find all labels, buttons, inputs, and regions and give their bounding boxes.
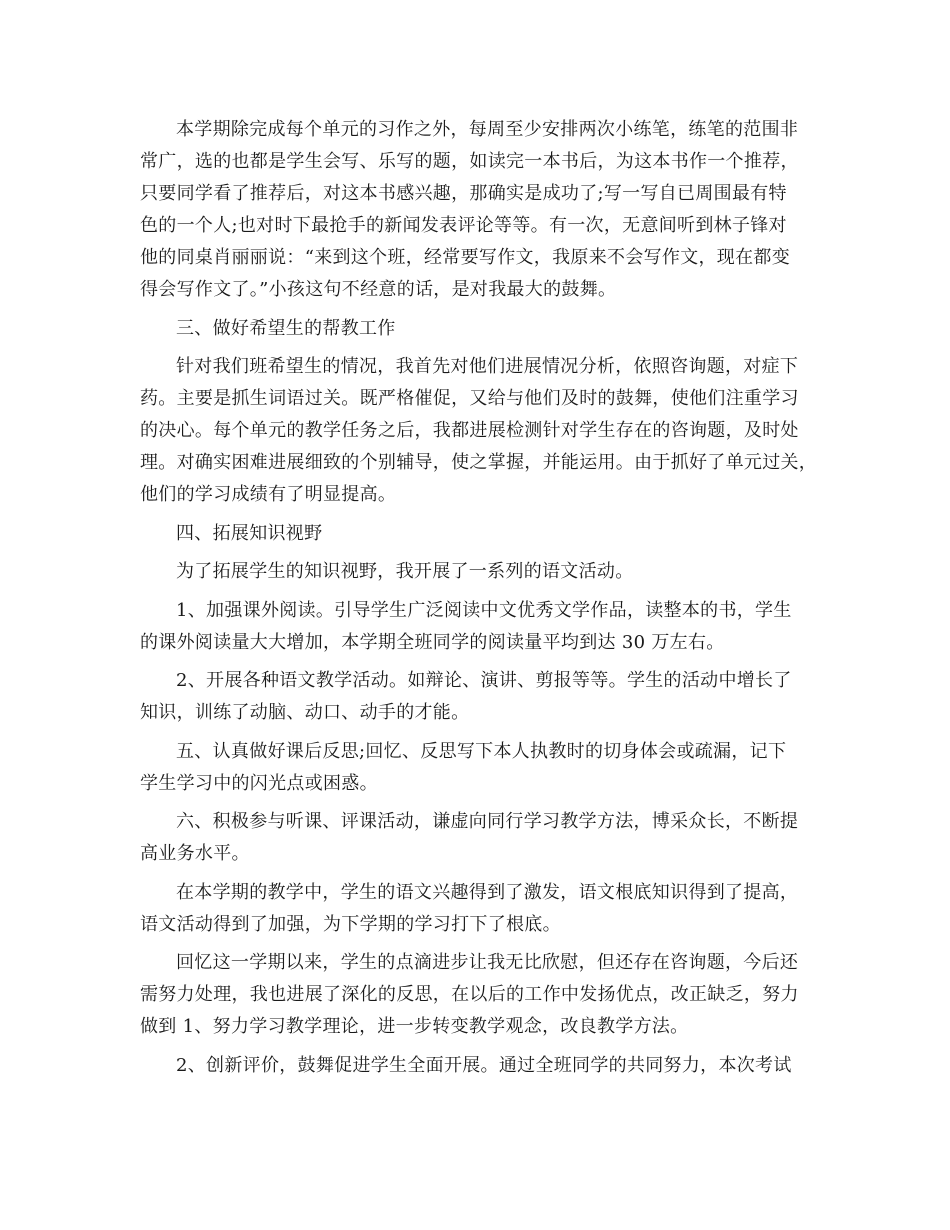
- paragraph-line: 2、开展各种语文教学活动。如辩论、演讲、剪报等等。学生的活动中增长了: [176, 670, 792, 691]
- paragraph-line: 理。对确实困难进展细致的个别辅导，使之掌握，并能运用。由于抓好了单元过关，: [140, 452, 818, 473]
- paragraph: [140, 806, 820, 870]
- paragraph-line: 常广，选的也都是学生会写、乐写的题，如读完一本书后，为这本书作一个推荐，: [140, 151, 799, 172]
- paragraph: [140, 1050, 820, 1082]
- paragraph: [140, 665, 820, 729]
- paragraph-line: 知识，训练了动脑、动口、动手的才能。: [140, 702, 470, 723]
- paragraph-line: 针对我们班希望生的情况，我首先对他们进展情况分析，依照咨询题，对症下: [176, 356, 799, 377]
- paragraph: [140, 556, 820, 588]
- paragraph: [140, 947, 820, 1043]
- paragraph-line: 1、加强课外阅读。引导学生广泛阅读中文优秀文学作品，读整本的书，学生: [176, 599, 792, 621]
- paragraph-line: 高业务水平。: [140, 843, 250, 864]
- paragraph-line: 语文活动得到了加强，为下学期的学习打下了根底。: [140, 913, 561, 935]
- paragraph-line: 六、积极参与听课、评课活动，谦虚向同行学习教学方法，博采众长，不断提: [176, 811, 799, 832]
- paragraph: [140, 351, 820, 511]
- paragraph-line: 需努力处理，我也进展了深化的反思，在以后的工作中发扬优点，改正缺乏，努力: [140, 984, 799, 1005]
- paragraph-line: 色的一个人;也对时下最抢手的新闻发表评论等等。有一次，无意间听到林子锋对: [140, 215, 787, 236]
- paragraph-line: 的决心。每个单元的教学任务之后，我都进展检测针对学生存在的咨询题，及时处: [140, 420, 799, 441]
- section-heading: 三、做好希望生的帮教工作: [176, 317, 396, 339]
- paragraph-line: 做到 1、努力学习教学理论，进一步转变教学观念，改良教学方法。: [140, 1016, 689, 1037]
- paragraph: [140, 114, 820, 306]
- paragraph-line: 为了拓展学生的知识视野，我开展了一系列的语文活动。: [176, 561, 634, 582]
- paragraph-line: 学生学习中的闪光点或困惑。: [140, 772, 378, 794]
- paragraph-line: 只要同学看了推荐后，对这本书感兴趣，那确实是成功了;写一写自已周围最有特: [140, 183, 787, 204]
- paragraph: [140, 877, 820, 941]
- paragraph-line: 他的同桌肖丽丽说：“来到这个班，经常要写作文，我原来不会写作文，现在都变: [140, 247, 790, 268]
- paragraph-line: 五、认真做好课后反思;回忆、反思写下本人执教时的切身体会或疏漏，记下: [176, 740, 787, 762]
- paragraph-line: 得会写作文了。”小孩这句不经意的话，是对我最大的鼓舞。: [140, 279, 617, 300]
- paragraph-line: 他们的学习成绩有了明显提高。: [140, 484, 397, 505]
- paragraph-line: 回忆这一学期以来，学生的点滴进步让我无比欣慰，但还存在咨询题，今后还: [176, 952, 799, 973]
- section-heading: 四、拓展知识视野: [176, 522, 323, 544]
- paragraph-line: 药。主要是抓生词语过关。既严格催促，又给与他们及时的鼓舞，使他们注重学习: [140, 388, 799, 409]
- paragraph: [140, 595, 820, 659]
- paragraph-line: 本学期除完成每个单元的习作之外，每周至少安排两次小练笔，练笔的范围非: [176, 119, 799, 140]
- paragraph: [140, 736, 820, 800]
- paragraph-line: 2、创新评价，鼓舞促进学生全面开展。通过全班同学的共同努力，本次考试: [176, 1054, 792, 1076]
- paragraph-line: 在本学期的教学中，学生的语文兴趣得到了激发，语文根底知识得到了提高，: [176, 881, 799, 903]
- document-body: [140, 114, 820, 1088]
- paragraph-line: 的课外阅读量大大增加，本学期全班同学的阅读量平均到达 30 万左右。: [140, 631, 725, 653]
